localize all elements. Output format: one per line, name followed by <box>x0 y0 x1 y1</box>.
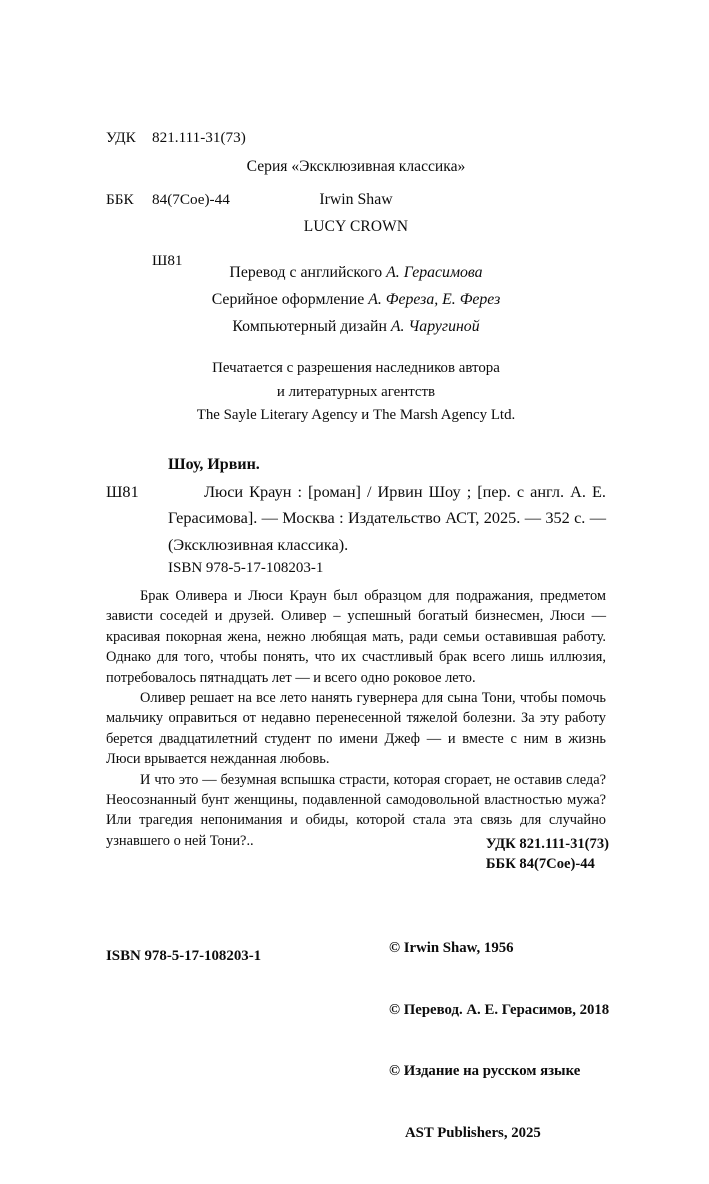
permission-line-2: и литературных агентств <box>276 383 436 400</box>
series-design-credit <box>106 286 606 313</box>
original-author: Irwin Shaw <box>319 191 393 208</box>
computer-design-credit <box>106 313 606 340</box>
annotation-paragraph-3: И что это — безумная вспышка страсти, которая сгорает, не оставив следа? Неосознанный бунт женщины, подавленной самодовольной властностью мужа? Или трагедия непонимания и обиды, которой стала эта связь для случайно узнавшего о ней Тони?.. <box>106 771 606 849</box>
translation-credit-name: А. Герасимова <box>386 264 483 281</box>
annotation-paragraph-1: Брак Оливера и Люси Краун был образцом для подражания, предметом зависти соседей и друзей. Оливер – успешный богатый бизнесмен, Люси — красивая покорная жена, нежно любящая мать, ради семьи оставившая работу. Однако для того, чтобы понять, что их счастливый брак всего лишь иллюзия, потребовалось пятнадцать лет — и всего одно роковое лето. <box>106 588 606 686</box>
permission-line-1: Печатается с разрешения наследников автора <box>212 360 500 376</box>
author-mark-value: Ш81 <box>152 252 183 269</box>
translation-credit-prefix: Перевод с английского <box>229 264 387 281</box>
cip-description-wrap <box>106 479 606 559</box>
copyright-line-4: AST Publishers, 2025 <box>405 1124 541 1141</box>
original-title: LUCY CROWN <box>303 218 409 235</box>
credits-block <box>106 259 606 340</box>
isbn-inner: ISBN 978-5-17-108203-1 <box>168 560 324 576</box>
annotation-paragraph-2: Оливер решает на все лето нанять гувернера для сына Тони, чтобы помочь мальчику оправиться от недавно перенесенной тяжелой болезни. За эту работу берется двадцатилетний студент по имени Джеф — и вместе с ним в жизнь Люси врывается нежданная любовь. <box>106 690 606 768</box>
cip-description: Люси Краун : [роман] / Ирвин Шоу ; [пер. с англ. А. Е. Герасимова]. — Москва : Издательство АСТ, 2025. — 352 с. — (Эксклюзивная классика). <box>168 481 606 554</box>
bbk-bottom: ББК 84(7Сое)-44 <box>485 856 595 872</box>
series-line: Серия «Эксклюзивная классика» <box>246 158 466 175</box>
series-design-credit-name: А. Фереза, Е. Ферез <box>368 291 501 308</box>
cip-shelf-code: Ш81 <box>106 481 139 501</box>
udk-bottom: УДК 821.111-31(73) <box>485 836 609 852</box>
classification-block-bottom <box>486 834 609 874</box>
udk-label: УДК <box>106 129 136 146</box>
cip-block <box>106 452 606 558</box>
bbk-value: 84(7Сое)-44 <box>152 190 230 208</box>
permission-line-3: The Sayle Literary Agency и The Marsh Agency Ltd. <box>196 407 516 423</box>
cip-author-heading: Шоу, Ирвин. <box>168 456 260 473</box>
udk-value: 821.111-31(73) <box>152 129 246 146</box>
permission-block <box>106 357 606 428</box>
isbn-bottom: ISBN 978-5-17-108203-1 <box>106 948 262 964</box>
copyright-line-1: © Irwin Shaw, 1956 <box>389 940 514 956</box>
copyright-line-3: © Издание на русском языке <box>389 1063 581 1079</box>
copyright-block <box>389 897 609 1184</box>
annotation-block <box>106 586 606 851</box>
bbk-label: ББК <box>106 190 134 208</box>
computer-design-credit-name: А. Чаругиной <box>390 318 480 335</box>
computer-design-credit-prefix: Компьютерный дизайн <box>232 318 391 335</box>
translation-credit <box>106 259 606 286</box>
copyright-line-2: © Перевод. А. Е. Герасимов, 2018 <box>389 1001 610 1018</box>
udk-row <box>106 128 246 149</box>
series-design-credit-prefix: Серийное оформление <box>211 291 369 308</box>
